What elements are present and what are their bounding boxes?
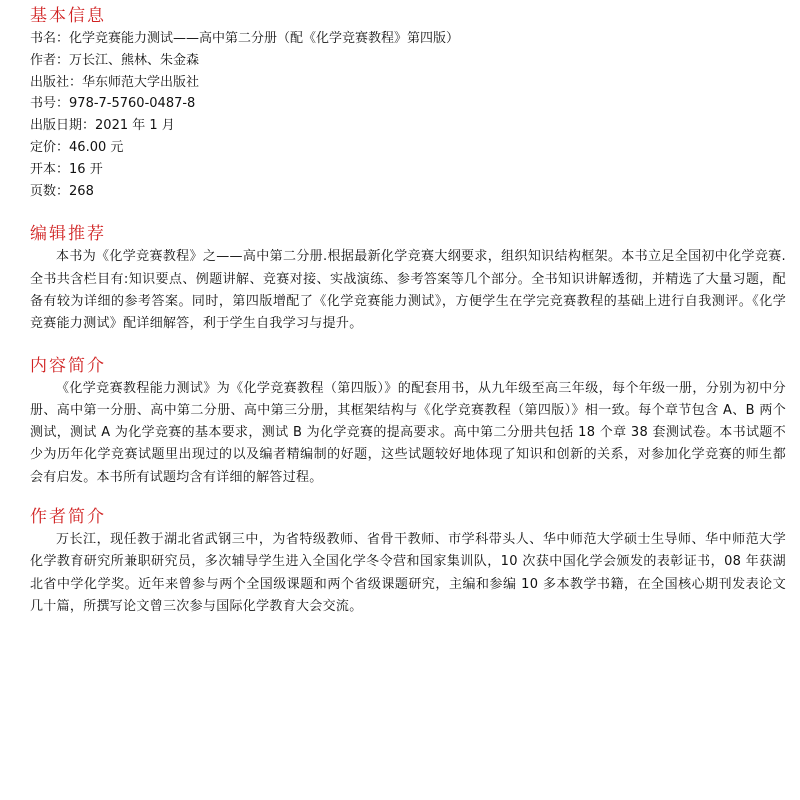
author-intro-heading: 作者简介 xyxy=(30,507,106,528)
section-spacer xyxy=(30,336,786,354)
info-label: 出版日期 ： xyxy=(30,118,95,133)
info-row-pages xyxy=(30,181,786,203)
info-row-title xyxy=(30,28,786,50)
info-label: 页数 ： xyxy=(30,184,69,199)
info-label: 出版社 ： xyxy=(30,75,82,90)
info-row-price xyxy=(30,137,786,159)
info-label: 书名 ： xyxy=(30,31,69,46)
info-row-pub-date xyxy=(30,115,786,137)
info-value: 46.00 元 xyxy=(69,139,124,155)
info-row-publisher xyxy=(30,72,786,94)
author-intro-text: 万长江，现任教于湖北省武钢三中，为省特级教师、省骨干教师、市学科带头人、华中师范大学硕士生导师、华中师范大学化学教育研究所兼职研究员，多次辅导学生进入全国化学冬令营和国家集训队，10 次获中国化学会颁发的表彰证书，08 年获湖北省中学化学奖。近年来曾参与两个全国级课题和两个省级课题研究，主编和参编 10 多本教学书籍，在全国核心期刊发表论文几十篇，所撰写论文曾三次参与国际化学教育大会交流。 xyxy=(30,532,786,614)
content-summary-text: 《化学竞赛教程能力测试》为《化学竞赛教程（第四版）》的配套用书，从九年级至高三年级，每个年级一册，分别为初中分册、高中第一分册、高中第二分册、高中第三分册，其框架结构与《化学竞赛教程（第四版）》相一致。每个章节包含 A、B 两个测试，测试 A 为化学竞赛的基本要求，测试 B 为化学竞赛的提高要求。高中第二分册共包括 18 个章 38 套测试卷。本书试题不少为历年化学竞赛试题里出现过的以及编者精编制的好题，这些试题较好地体现了知识和创新的关系，对参加化学竞赛的师生都会有启发。本书所有试题均含有详细的解答过程。 xyxy=(30,380,786,485)
basic-info-heading: 基本信息 xyxy=(30,6,106,26)
info-value: 万长江、熊林、朱金森 xyxy=(69,52,200,68)
content-summary-section xyxy=(30,354,786,489)
info-value: 978-7-5760-0487-8 xyxy=(69,96,196,112)
basic-info-list xyxy=(30,28,786,202)
info-label: 定价 ： xyxy=(30,140,69,155)
content-summary-heading: 内容简介 xyxy=(30,355,106,376)
editor-recommendation-text: 本书为《化学竞赛教程》之——高中第二分册.根据最新化学竞赛大纲要求，组织知识结构框架。本书立足全国初中化学竞赛.全书共含栏目有:知识要点、例题讲解、竞赛对接、实战演练、参考答案等几个部分。全书知识讲解透彻，并精选了大量习题，配备有较为详细的参考答案。同时，第四版增配了《化学竞赛能力测试》，方便学生在学完竞赛教程的基础上进行自我测评。《化学竞赛能力测试》配详细解答，利于学生自我学习与提升。 xyxy=(30,249,786,332)
section-spacer xyxy=(30,202,786,222)
basic-info-section xyxy=(30,4,786,202)
editor-recommendation-section xyxy=(30,222,786,335)
info-row-isbn xyxy=(30,93,786,115)
info-label: 开本 ： xyxy=(30,162,69,177)
info-value: 268 xyxy=(69,183,94,199)
info-label: 作者 ： xyxy=(30,53,69,68)
section-spacer xyxy=(30,489,786,505)
editor-recommendation-heading: 编辑推荐 xyxy=(30,224,106,245)
info-label: 书号 ： xyxy=(30,96,69,111)
info-value: 2021 年 1 月 xyxy=(95,118,175,134)
info-value: 16 开 xyxy=(69,161,103,177)
info-row-author xyxy=(30,50,786,72)
info-value: 化学竞赛能力测试——高中第二分册（配《化学竞赛教程》第四版） xyxy=(69,31,460,46)
author-intro-section xyxy=(30,505,786,618)
info-row-format xyxy=(30,159,786,181)
info-value: 华东师范大学出版社 xyxy=(82,74,200,90)
